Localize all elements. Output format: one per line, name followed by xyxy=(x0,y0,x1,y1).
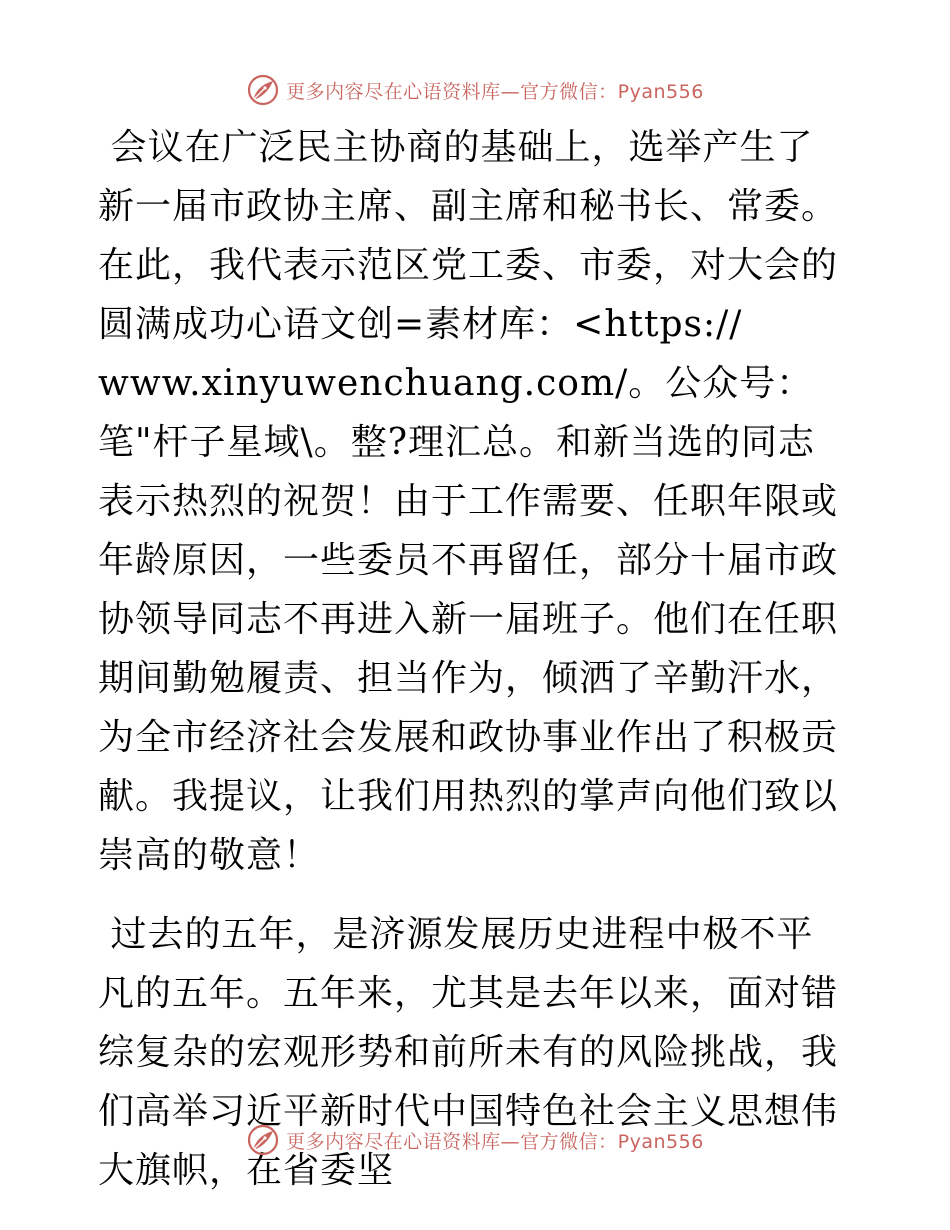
document-body xyxy=(98,118,850,1200)
footer-banner-text: 更多内容尽在心语资料库—官方微信：Pyan556 xyxy=(286,1130,704,1153)
footer-banner xyxy=(0,1120,950,1160)
header-banner xyxy=(0,70,950,110)
pen-nib-logo-icon xyxy=(246,1123,280,1157)
paragraph-1: 会议在广泛民主协商的基础上，选举产生了新一届市政协主席、副主席和秘书长、常委。在此，我代表示范区党工委、市委，对大会的圆满成功心语文创=素材库：<https:// www.xinyuwenchuang.com/。公众号：笔"杆子星域\。整?理汇总。和新当选的同志表示热烈的祝贺！由于工作需要、任职年限或年龄原因，一些委员不再留任，部分十届市政协领导同志不再进入新一届班子。他们在任职期间勤勉履责、担当作为，倾洒了辛勤汗水，为全市经济社会发展和政协事业作出了积极贡献。我提议，让我们用热烈的掌声向他们致以崇高的敬意！ xyxy=(98,127,839,876)
paragraph-2: 过去的五年，是济源发展历史进程中极不平凡的五年。五年来，尤其是去年以来，面对错综复杂的宏观形势和前所未有的风险挑战，我们高举习近平新时代中国特色社会主义思想伟大旗帜，在省委坚 xyxy=(98,914,839,1191)
header-banner-text: 更多内容尽在心语资料库—官方微信：Pyan556 xyxy=(286,80,704,103)
pen-nib-logo-icon xyxy=(246,73,280,107)
